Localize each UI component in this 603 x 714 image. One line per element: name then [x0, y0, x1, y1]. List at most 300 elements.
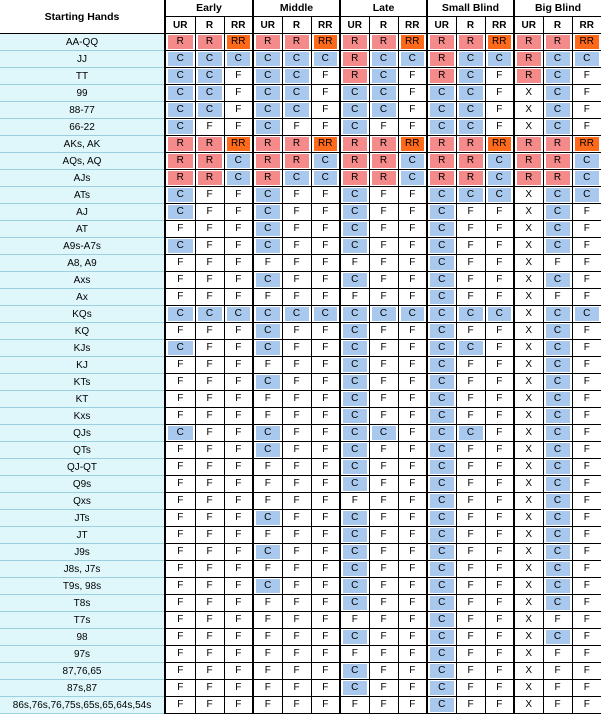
action-value: F [314, 409, 338, 423]
action-value: C [372, 426, 396, 440]
action-value: C [401, 52, 425, 66]
action-value: C [198, 86, 222, 100]
action-cell [456, 153, 485, 170]
action-value: F [198, 239, 222, 253]
action-cell [282, 527, 311, 544]
action-cell [369, 442, 398, 459]
action-value: C [488, 154, 512, 168]
action-cell [427, 527, 456, 544]
table-row [0, 408, 601, 425]
action-value: F [546, 256, 570, 270]
action-cell [398, 204, 427, 221]
action-cell [282, 340, 311, 357]
action-cell [224, 510, 253, 527]
action-value: F [372, 494, 396, 508]
action-value: F [488, 120, 512, 134]
action-value: F [256, 596, 280, 610]
action-cell [282, 680, 311, 697]
action-value: X [517, 205, 541, 219]
action-value: F [227, 409, 251, 423]
action-cell [427, 544, 456, 561]
action-cell [369, 408, 398, 425]
action-value: F [575, 392, 600, 406]
action-value: F [575, 341, 600, 355]
action-value: R [546, 35, 570, 49]
action-cell [224, 323, 253, 340]
action-value: R [372, 154, 396, 168]
action-value: R [430, 137, 454, 151]
action-cell [340, 629, 369, 646]
action-value: C [430, 681, 454, 695]
action-value: X [517, 664, 541, 678]
action-cell [340, 289, 369, 306]
action-value: F [575, 664, 600, 678]
action-value: F [459, 528, 483, 542]
action-cell [165, 595, 195, 612]
action-value: C [168, 103, 193, 117]
group-header-small-blind: Small Blind [427, 0, 514, 17]
action-value: F [488, 375, 512, 389]
action-cell [398, 340, 427, 357]
action-value: C [430, 630, 454, 644]
hand-label: AQs, AQ [0, 153, 165, 170]
action-value: F [459, 613, 483, 627]
action-cell [224, 357, 253, 374]
action-value: C [227, 171, 251, 185]
action-cell [485, 85, 514, 102]
action-cell [485, 408, 514, 425]
action-value: F [314, 460, 338, 474]
action-value: X [517, 375, 541, 389]
action-cell [543, 102, 572, 119]
action-cell [485, 136, 514, 153]
action-cell [195, 595, 224, 612]
action-cell [195, 323, 224, 340]
action-cell [572, 544, 601, 561]
action-value: F [401, 358, 425, 372]
action-value: C [343, 545, 367, 559]
action-cell [165, 408, 195, 425]
action-cell [165, 51, 195, 68]
action-cell [456, 578, 485, 595]
action-cell [427, 289, 456, 306]
action-cell [514, 323, 543, 340]
action-value: C [430, 426, 454, 440]
action-cell [224, 221, 253, 238]
hand-label: KTs [0, 374, 165, 391]
action-value: F [372, 392, 396, 406]
action-cell [514, 493, 543, 510]
action-value: C [546, 358, 570, 372]
action-value: F [168, 443, 193, 457]
action-value: F [285, 188, 309, 202]
action-cell [485, 561, 514, 578]
hand-label: J8s, J7s [0, 561, 165, 578]
action-cell [195, 238, 224, 255]
action-value: C [546, 120, 570, 134]
action-value: F [488, 579, 512, 593]
action-cell [340, 119, 369, 136]
action-cell [165, 680, 195, 697]
action-cell [572, 595, 601, 612]
action-cell [311, 493, 340, 510]
action-cell [253, 102, 282, 119]
action-value: F [459, 477, 483, 491]
action-value: F [575, 528, 600, 542]
action-value: F [198, 613, 222, 627]
action-cell [282, 85, 311, 102]
action-cell [282, 255, 311, 272]
action-cell [369, 510, 398, 527]
action-value: F [488, 103, 512, 117]
action-value: R [372, 35, 396, 49]
action-cell [398, 170, 427, 187]
action-cell [514, 646, 543, 663]
action-value: C [343, 239, 367, 253]
action-cell [485, 527, 514, 544]
action-value: F [314, 511, 338, 525]
action-value: F [314, 596, 338, 610]
hand-label: A9s-A7s [0, 238, 165, 255]
action-value: R [459, 154, 483, 168]
action-value: F [314, 630, 338, 644]
action-cell [514, 272, 543, 289]
action-cell [340, 663, 369, 680]
action-cell [456, 561, 485, 578]
action-cell [311, 510, 340, 527]
group-header-early: Early [165, 0, 253, 17]
action-cell [456, 408, 485, 425]
action-value: C [546, 188, 570, 202]
action-cell [224, 102, 253, 119]
action-cell [485, 544, 514, 561]
action-cell [398, 408, 427, 425]
action-cell [456, 119, 485, 136]
hand-label: 99 [0, 85, 165, 102]
action-cell [311, 459, 340, 476]
action-value: F [401, 443, 425, 457]
action-cell [253, 306, 282, 323]
action-value: F [459, 511, 483, 525]
action-value: F [459, 664, 483, 678]
action-value: F [459, 273, 483, 287]
action-cell [282, 697, 311, 714]
action-cell [195, 34, 224, 51]
action-value: F [372, 443, 396, 457]
action-cell [572, 391, 601, 408]
action-cell [165, 612, 195, 629]
action-cell [165, 527, 195, 544]
action-cell [165, 697, 195, 714]
action-cell [543, 493, 572, 510]
action-value: F [168, 494, 193, 508]
action-value: F [488, 256, 512, 270]
action-cell [485, 51, 514, 68]
action-value: F [372, 681, 396, 695]
action-value: F [401, 120, 425, 134]
action-cell [340, 255, 369, 272]
action-cell [456, 221, 485, 238]
action-cell [224, 527, 253, 544]
action-cell [195, 187, 224, 204]
action-value: C [546, 324, 570, 338]
action-value: F [488, 239, 512, 253]
subcolumn-header: R [369, 17, 398, 34]
action-value: F [198, 443, 222, 457]
action-cell [398, 612, 427, 629]
table-row [0, 561, 601, 578]
action-cell [485, 221, 514, 238]
action-value: F [198, 358, 222, 372]
action-value: R [459, 171, 483, 185]
action-cell [485, 510, 514, 527]
action-cell [282, 663, 311, 680]
action-cell [165, 170, 195, 187]
action-value: F [488, 222, 512, 236]
hand-label: Axs [0, 272, 165, 289]
action-cell [398, 646, 427, 663]
action-value: F [227, 120, 251, 134]
action-value: F [198, 477, 222, 491]
action-value: R [256, 154, 280, 168]
action-value: F [256, 460, 280, 474]
action-value: RR [401, 137, 425, 151]
action-value: C [256, 545, 280, 559]
hand-label: Q9s [0, 476, 165, 493]
action-cell [572, 34, 601, 51]
action-value: C [430, 613, 454, 627]
action-value: F [285, 358, 309, 372]
table-row [0, 34, 601, 51]
table-row [0, 544, 601, 561]
action-value: C [256, 239, 280, 253]
action-value: R [430, 154, 454, 168]
action-cell [572, 646, 601, 663]
subcolumn-header: RR [485, 17, 514, 34]
action-cell [398, 476, 427, 493]
action-cell [572, 459, 601, 476]
action-cell [572, 578, 601, 595]
action-cell [543, 204, 572, 221]
action-value: C [488, 188, 512, 202]
action-cell [253, 119, 282, 136]
action-value: F [372, 273, 396, 287]
action-value: C [575, 171, 600, 185]
action-cell [398, 68, 427, 85]
action-value: F [198, 205, 222, 219]
action-cell [253, 510, 282, 527]
action-value: C [168, 69, 193, 83]
action-cell [514, 697, 543, 714]
action-cell [572, 510, 601, 527]
action-value: C [198, 103, 222, 117]
action-cell [340, 136, 369, 153]
action-value: F [285, 477, 309, 491]
action-cell [253, 663, 282, 680]
action-value: C [430, 120, 454, 134]
action-value: F [488, 443, 512, 457]
action-cell [485, 442, 514, 459]
action-cell [456, 357, 485, 374]
action-value: C [430, 307, 454, 321]
action-value: C [546, 579, 570, 593]
action-value: F [285, 528, 309, 542]
action-value: F [314, 290, 338, 304]
action-value: F [198, 494, 222, 508]
table-row [0, 323, 601, 340]
action-value: F [459, 681, 483, 695]
action-cell [311, 340, 340, 357]
action-value: F [198, 545, 222, 559]
action-cell [456, 493, 485, 510]
action-cell [514, 102, 543, 119]
action-value: F [314, 494, 338, 508]
action-cell [195, 357, 224, 374]
action-cell [282, 493, 311, 510]
action-value: F [314, 562, 338, 576]
action-cell [165, 136, 195, 153]
action-cell [427, 646, 456, 663]
action-cell [369, 578, 398, 595]
action-value: C [343, 426, 367, 440]
table-row [0, 136, 601, 153]
action-value: F [401, 86, 425, 100]
starting-hands-header: Starting Hands [0, 0, 165, 34]
action-value: F [168, 545, 193, 559]
table-row [0, 221, 601, 238]
action-cell [369, 391, 398, 408]
action-cell [165, 68, 195, 85]
action-value: R [430, 171, 454, 185]
action-value: F [372, 375, 396, 389]
action-cell [543, 136, 572, 153]
action-value: C [343, 120, 367, 134]
action-value: R [517, 137, 541, 151]
action-cell [398, 357, 427, 374]
action-value: F [285, 647, 309, 661]
action-cell [485, 68, 514, 85]
action-value: F [285, 494, 309, 508]
action-cell [369, 221, 398, 238]
action-value: C [372, 86, 396, 100]
action-value: C [343, 86, 367, 100]
action-value: F [401, 545, 425, 559]
action-cell [369, 306, 398, 323]
action-cell [398, 442, 427, 459]
action-cell [543, 68, 572, 85]
action-cell [369, 680, 398, 697]
action-cell [514, 289, 543, 306]
table-row [0, 102, 601, 119]
action-value: X [517, 290, 541, 304]
subcolumn-header: RR [572, 17, 601, 34]
action-cell [282, 561, 311, 578]
action-value: C [343, 681, 367, 695]
action-cell [340, 578, 369, 595]
action-value: F [401, 596, 425, 610]
action-cell [572, 119, 601, 136]
action-cell [456, 272, 485, 289]
action-cell [398, 119, 427, 136]
action-value: R [343, 52, 367, 66]
action-cell [253, 391, 282, 408]
action-value: F [575, 324, 600, 338]
action-value: C [343, 103, 367, 117]
action-value: C [285, 103, 309, 117]
action-value: C [546, 307, 570, 321]
action-value: F [372, 460, 396, 474]
action-value: F [256, 681, 280, 695]
action-cell [369, 272, 398, 289]
action-value: F [227, 596, 251, 610]
action-cell [195, 425, 224, 442]
action-cell [340, 170, 369, 187]
action-cell [398, 187, 427, 204]
action-value: F [488, 86, 512, 100]
action-cell [514, 612, 543, 629]
action-value: C [401, 171, 425, 185]
action-cell [224, 306, 253, 323]
action-value: R [168, 35, 193, 49]
action-value: F [256, 494, 280, 508]
action-value: F [227, 69, 251, 83]
action-value: F [198, 579, 222, 593]
action-value: F [459, 239, 483, 253]
subcolumn-header: R [543, 17, 572, 34]
action-value: F [314, 426, 338, 440]
action-value: F [314, 545, 338, 559]
action-value: C [430, 596, 454, 610]
action-cell [456, 527, 485, 544]
action-value: F [575, 630, 600, 644]
action-value: R [517, 69, 541, 83]
action-value: F [372, 596, 396, 610]
action-value: C [459, 188, 483, 202]
action-value: C [546, 426, 570, 440]
action-value: C [430, 86, 454, 100]
action-cell [165, 102, 195, 119]
action-cell [485, 425, 514, 442]
action-cell [340, 425, 369, 442]
action-value: C [285, 307, 309, 321]
action-cell [253, 459, 282, 476]
action-cell [282, 408, 311, 425]
action-cell [253, 255, 282, 272]
action-cell [456, 323, 485, 340]
action-value: C [430, 324, 454, 338]
action-cell [456, 680, 485, 697]
action-cell [195, 646, 224, 663]
action-value: F [546, 647, 570, 661]
action-value: X [517, 103, 541, 117]
action-cell [282, 204, 311, 221]
action-cell [165, 459, 195, 476]
action-cell [543, 527, 572, 544]
action-value: F [285, 341, 309, 355]
action-value: X [517, 222, 541, 236]
action-value: F [488, 460, 512, 474]
action-cell [572, 68, 601, 85]
action-cell [311, 85, 340, 102]
action-value: F [227, 239, 251, 253]
action-value: F [227, 324, 251, 338]
action-cell [165, 629, 195, 646]
action-value: F [198, 222, 222, 236]
action-cell [224, 34, 253, 51]
action-value: F [285, 375, 309, 389]
action-value: F [256, 630, 280, 644]
action-value: F [372, 205, 396, 219]
